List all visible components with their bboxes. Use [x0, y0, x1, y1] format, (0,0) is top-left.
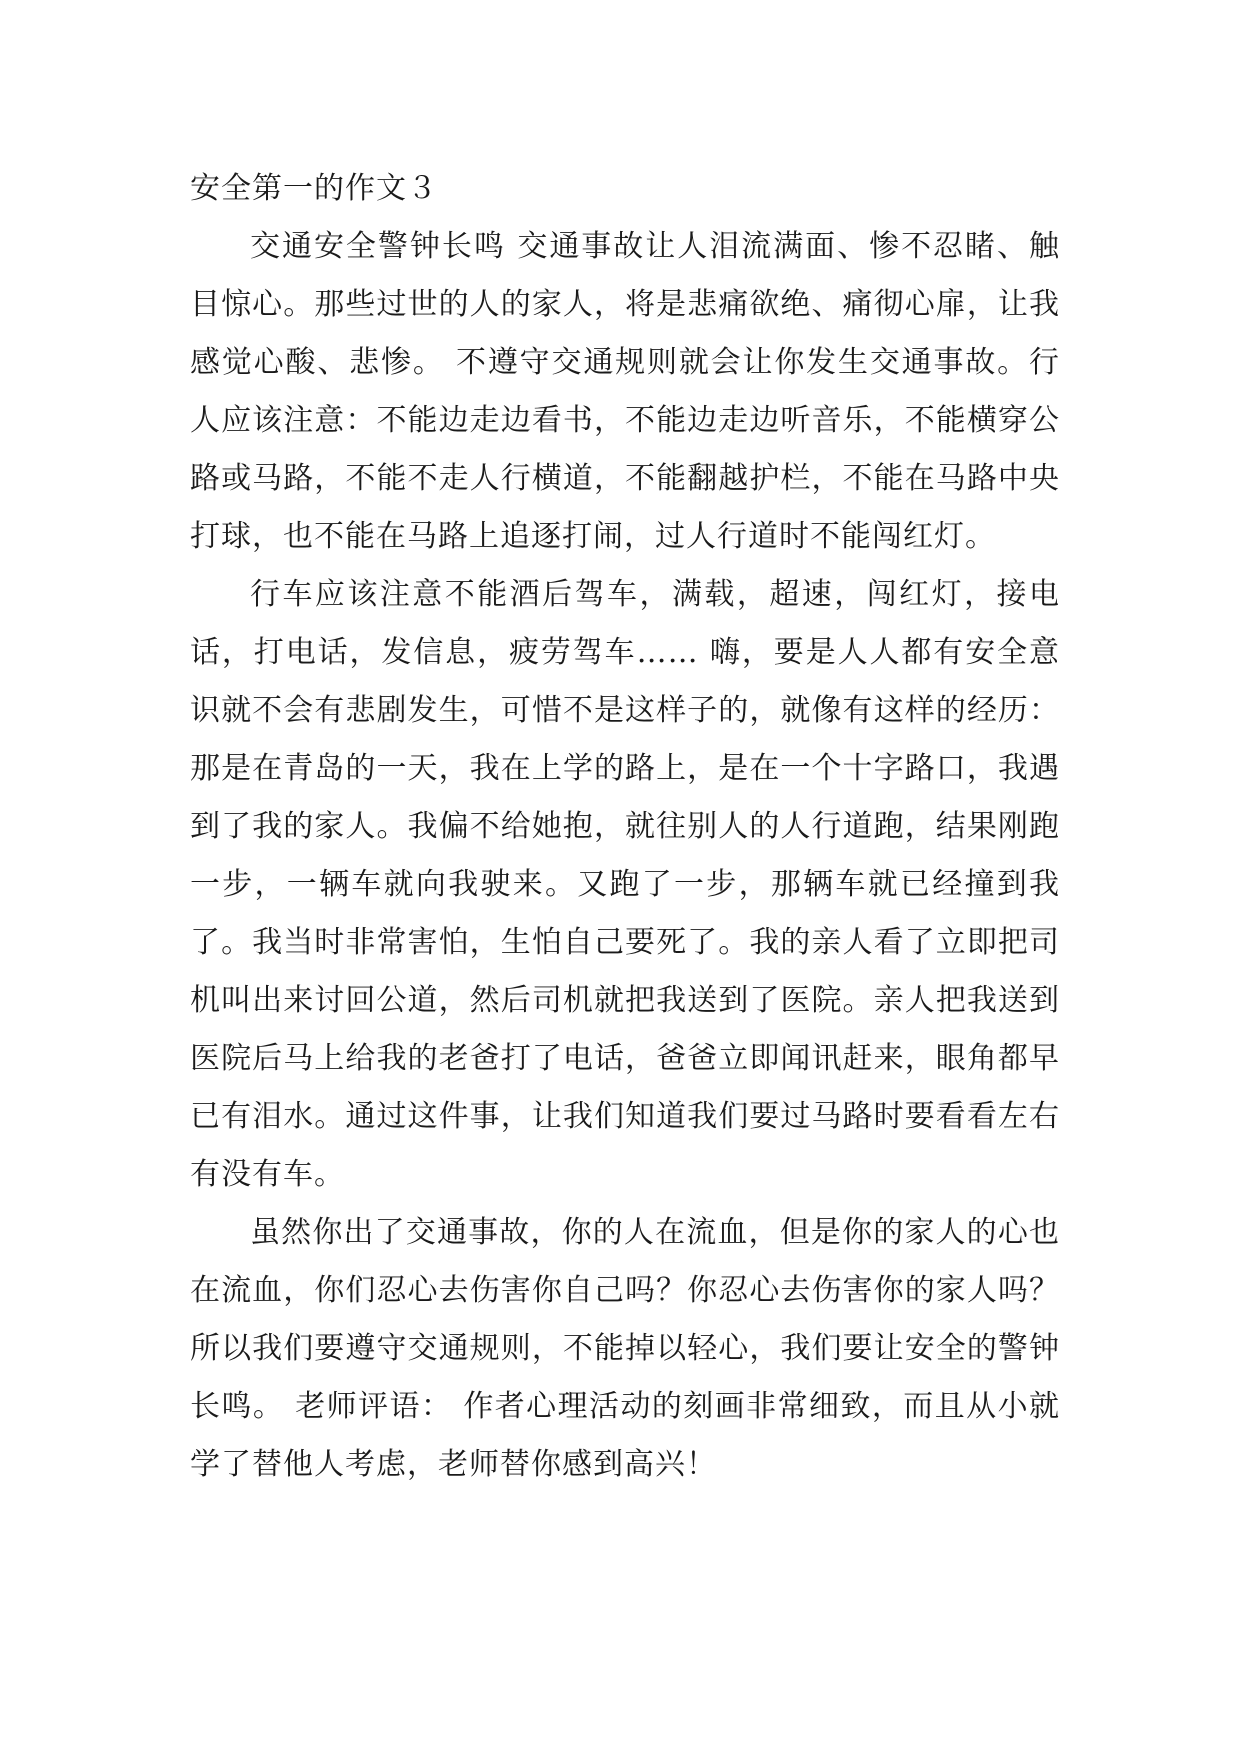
- paragraph-1: 交通安全警钟长鸣 交通事故让人泪流满面、惨不忍睹、触目惊心。那些过世的人的家人，将是悲痛欲绝、痛彻心扉，让我感觉心酸、悲惨。 不遵守交通规则就会让你发生交通事故。行人应该注意：不能边走边看书，不能边走边听音乐，不能横穿公路或马路，不能不走人行横道，不能翻越护栏，不能在马路中央打球，也不能在马路上追逐打闹，过人行道时不能闯红灯。: [190, 229, 1060, 554]
- paragraph-3: 虽然你出了交通事故，你的人在流血，但是你的家人的心也在流血，你们忍心去伤害你自己吗？你忍心去伤害你的家人吗？所以我们要遵守交通规则，不能掉以轻心，我们要让安全的警钟长鸣。 老师评语： 作者心理活动的刻画非常细致，而且从小就学了替他人考虑，老师替你感到高兴！: [190, 1215, 1060, 1482]
- paragraph-2: 行车应该注意不能酒后驾车，满载，超速，闯红灯，接电话，打电话，发信息，疲劳驾车…… 嗨，要是人人都有安全意识就不会有悲剧发生，可惜不是这样子的，就像有这样的经历：那是在青岛的一天，我在上学的路上，是在一个十字路口，我遇到了我的家人。我偏不给她抱，就往别人的人行道跑，结果刚跑一步，一辆车就向我驶来。又跑了一步，那辆车就已经撞到我了。我当时非常害怕，生怕自己要死了。我的亲人看了立即把司机叫出来讨回公道，然后司机就把我送到了医院。亲人把我送到医院后马上给我的老爸打了电话，爸爸立即闻讯赶来，眼角都早已有泪水。通过这件事，让我们知道我们要过马路时要看看左右有没有车。: [190, 577, 1060, 1192]
- document-body: [190, 160, 1060, 1494]
- document-title: 安全第一的作文３: [190, 171, 438, 206]
